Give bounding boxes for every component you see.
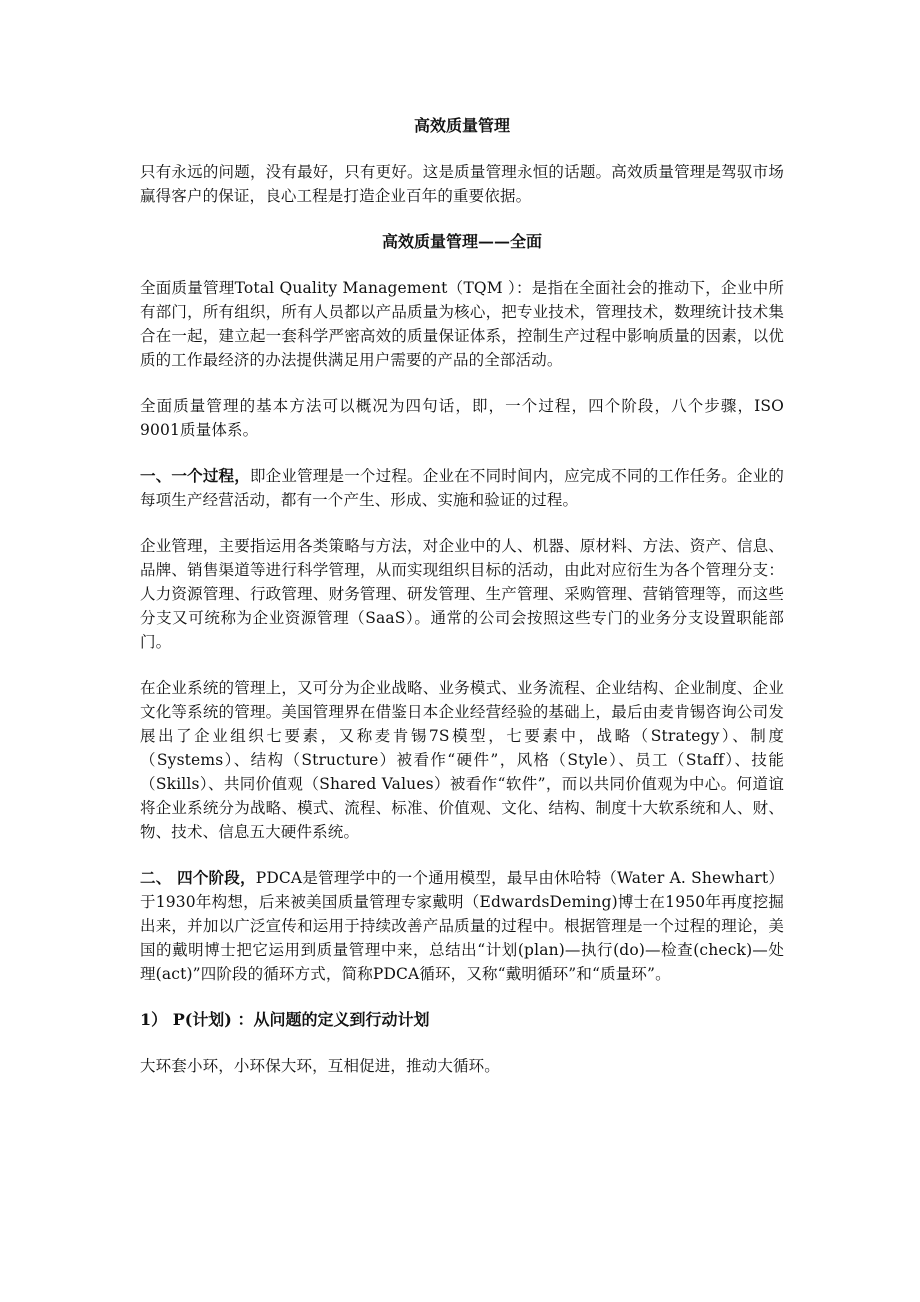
stages-paragraph bbox=[140, 866, 784, 986]
process-paragraph bbox=[140, 464, 784, 512]
process-body: 即企业管理是一个过程。企业在不同时间内，应完成不同的工作任务。企业的每项生产经营活动，都有一个产生、形成、实施和验证的过程。 bbox=[140, 467, 784, 509]
stages-lead: 二、 四个阶段， bbox=[140, 868, 256, 887]
tqm-paragraph: 全面质量管理Total Quality Management（TQM ）：是指在全面社会的推动下，企业中所有部门，所有组织，所有人员都以产品质量为核心，把专业技术，管理技术，数理统计技术集合在一起，建立起一套科学严密高效的质量保证体系，控制生产过程中影响质量的因素，以优质的工作最经济的办法提供满足用户需要的产品的全部活动。 bbox=[140, 279, 784, 369]
stages-body: PDCA是管理学中的一个通用模型，最早由休哈特（Water A. Shewhart）于1930年构想，后来被美国质量管理专家戴明（EdwardsDeming)博士在1950年再度挖掘出来，并加以广泛宣传和运用于持续改善产品质量的过程中。根据管理是一个过程的理论，美国的戴明博士把它运用到质量管理中来，总结出“计划(plan)—执行(do)—检查(check)—处理(act)”四阶段的循环方式，简称PDCA循环，又称“戴明循环”和“质量环”。 bbox=[140, 869, 784, 983]
plan-subheading: 1） P(计划) ：从问题的定义到行动计划 bbox=[140, 1010, 430, 1029]
management-paragraph: 企业管理，主要指运用各类策略与方法，对企业中的人、机器、原材料、方法、资产、信息、品牌、销售渠道等进行科学管理，从而实现组织目标的活动，由此对应衍生为各个管理分支：人力资源管理、行政管理、财务管理、研发管理、生产管理、采购管理、营销管理等，而这些分支又可统称为企业资源管理（SaaS）。通常的公司会按照这些专门的业务分支设置职能部门。 bbox=[140, 537, 784, 651]
document-body bbox=[140, 104, 784, 1100]
methods-paragraph: 全面质量管理的基本方法可以概况为四句话，即，一个过程，四个阶段，八个步骤，ISO 9001质量体系。 bbox=[140, 397, 784, 439]
section-title: 高效质量管理——全面 bbox=[381, 232, 542, 251]
system-paragraph: 在企业系统的管理上，又可分为企业战略、业务模式、业务流程、企业结构、企业制度、企业文化等系统的管理。美国管理界在借鉴日本企业经营经验的基础上，最后由麦肯锡咨询公司发展出了企业组织七要素，又称麦肯锡7S模型，七要素中，战略（Strategy）、制度（Systems）、结构（Structure）被看作“硬件”，风格（Style）、员工（Staff）、技能（Skills）、共同价值观（Shared Values）被看作“软件”，而以共同价值观为中心。何道谊将企业系统分为战略、模式、流程、标准、价值观、文化、结构、制度十大软系统和人、财、物、技术、信息五大硬件系统。 bbox=[140, 679, 784, 841]
cycle-paragraph: 大环套小环，小环保大环，互相促进，推动大循环。 bbox=[140, 1057, 500, 1075]
process-lead: 一、一个过程， bbox=[140, 466, 250, 485]
intro-paragraph: 只有永远的问题，没有最好，只有更好。这是质量管理永恒的话题。高效质量管理是驾驭市场赢得客户的保证，良心工程是打造企业百年的重要依据。 bbox=[140, 163, 784, 205]
document-title: 高效质量管理 bbox=[413, 116, 510, 135]
